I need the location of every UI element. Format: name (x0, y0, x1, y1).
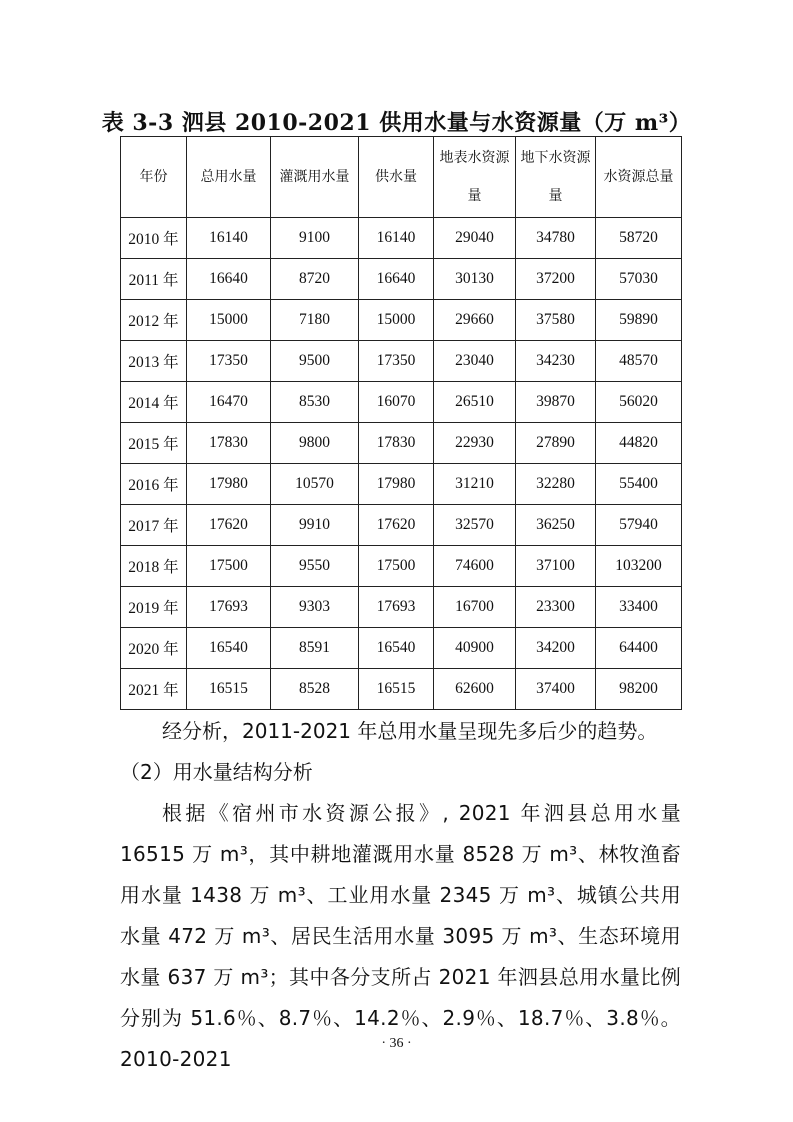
water-data-table (120, 136, 682, 710)
table-cell: 39870 (516, 382, 596, 423)
table-cell: 8591 (271, 628, 359, 669)
table-cell: 32570 (434, 505, 516, 546)
table-cell: 17830 (187, 423, 271, 464)
table-cell: 29660 (434, 300, 516, 341)
table-cell: 59890 (596, 300, 682, 341)
page-number: · 36 · (381, 1036, 412, 1051)
header-surface-water: 地表水资源量 (434, 137, 516, 218)
table-cell: 9500 (271, 341, 359, 382)
table-cell: 30130 (434, 259, 516, 300)
table-cell: 16515 (359, 669, 434, 710)
body-paragraph: 根据《宿州市水资源公报》, 2021 年泗县总用水量 16515 万 m³，其中耕地灌溉用水量 8528 万 m³、林牧渔畜用水量 1438 万 m³、工业用水量 2345 万 m³、城镇公共用水量 472 万 m³、居民生活用水量 3095 万 m³、生态环境用水量 637 万 m³；其中各分支所占 2021 年泗县总用水量比例分别为 51.6％、8.7％、14.2％、2.9％、18.7％、3.8％。2010-2021 (120, 801, 681, 1071)
table-row (121, 341, 682, 382)
table-row (121, 259, 682, 300)
table-cell: 15000 (187, 300, 271, 341)
table-cell: 17500 (359, 546, 434, 587)
table-cell: 27890 (516, 423, 596, 464)
header-year: 年份 (121, 137, 187, 218)
table-cell: 2020 年 (121, 628, 187, 669)
table-cell: 2011 年 (121, 259, 187, 300)
table-cell: 9800 (271, 423, 359, 464)
table-cell: 17693 (359, 587, 434, 628)
table-row (121, 669, 682, 710)
table-cell: 17980 (187, 464, 271, 505)
table-cell: 58720 (596, 218, 682, 259)
table-cell: 9550 (271, 546, 359, 587)
table-cell: 2015 年 (121, 423, 187, 464)
table-cell: 2016 年 (121, 464, 187, 505)
table-cell: 16470 (187, 382, 271, 423)
table-cell: 37400 (516, 669, 596, 710)
table-cell: 2012 年 (121, 300, 187, 341)
table-cell: 22930 (434, 423, 516, 464)
table-cell: 23040 (434, 341, 516, 382)
table-cell: 32280 (516, 464, 596, 505)
table-cell: 37200 (516, 259, 596, 300)
table-row (121, 505, 682, 546)
table-cell: 44820 (596, 423, 682, 464)
table-cell: 16540 (187, 628, 271, 669)
table-cell: 17830 (359, 423, 434, 464)
table-cell: 16640 (359, 259, 434, 300)
table-cell: 2014 年 (121, 382, 187, 423)
table-cell: 17620 (187, 505, 271, 546)
table-cell: 26510 (434, 382, 516, 423)
header-irrigation: 灌溉用水量 (271, 137, 359, 218)
table-cell: 2013 年 (121, 341, 187, 382)
table-cell: 15000 (359, 300, 434, 341)
table-cell: 17980 (359, 464, 434, 505)
table-cell: 29040 (434, 218, 516, 259)
table-cell: 98200 (596, 669, 682, 710)
table-caption: 表 3-3 泗县 2010-2021 供用水量与水资源量（万 m³） (101, 110, 692, 136)
table-cell: 16070 (359, 382, 434, 423)
table-cell: 34780 (516, 218, 596, 259)
table-cell: 62600 (434, 669, 516, 710)
header-total-use: 总用水量 (187, 137, 271, 218)
table-cell: 17620 (359, 505, 434, 546)
table-row (121, 423, 682, 464)
table-row (121, 546, 682, 587)
table-cell: 34230 (516, 341, 596, 382)
table-cell: 9910 (271, 505, 359, 546)
table-cell: 17350 (359, 341, 434, 382)
header-total-resources: 水资源总量 (596, 137, 682, 218)
table-cell: 17350 (187, 341, 271, 382)
table-cell: 74600 (434, 546, 516, 587)
table-cell: 2017 年 (121, 505, 187, 546)
table-cell: 7180 (271, 300, 359, 341)
table-cell: 9100 (271, 218, 359, 259)
table-cell: 10570 (271, 464, 359, 505)
table-cell: 16140 (187, 218, 271, 259)
table-cell: 48570 (596, 341, 682, 382)
section-heading: （2）用水量结构分析 (120, 760, 313, 784)
table-cell: 2018 年 (121, 546, 187, 587)
table-cell: 57940 (596, 505, 682, 546)
table-cell: 8530 (271, 382, 359, 423)
table-cell: 64400 (596, 628, 682, 669)
table-cell: 17693 (187, 587, 271, 628)
table-cell: 2019 年 (121, 587, 187, 628)
table-cell: 103200 (596, 546, 682, 587)
table-cell: 2010 年 (121, 218, 187, 259)
header-groundwater: 地下水资源量 (516, 137, 596, 218)
table-cell: 36250 (516, 505, 596, 546)
table-cell: 16700 (434, 587, 516, 628)
table-cell: 16540 (359, 628, 434, 669)
table-row (121, 218, 682, 259)
analysis-paragraph: 经分析，2011-2021 年总用水量呈现先多后少的趋势。 (162, 719, 658, 743)
table-cell: 34200 (516, 628, 596, 669)
table-row (121, 587, 682, 628)
table-cell: 8528 (271, 669, 359, 710)
table-cell: 55400 (596, 464, 682, 505)
table-cell: 9303 (271, 587, 359, 628)
table-cell: 17500 (187, 546, 271, 587)
table-row (121, 628, 682, 669)
table-cell: 37100 (516, 546, 596, 587)
table-cell: 56020 (596, 382, 682, 423)
table-cell: 2021 年 (121, 669, 187, 710)
table-cell: 33400 (596, 587, 682, 628)
table-row (121, 300, 682, 341)
table-cell: 31210 (434, 464, 516, 505)
table-cell: 57030 (596, 259, 682, 300)
table-row (121, 464, 682, 505)
header-supply: 供水量 (359, 137, 434, 218)
table-cell: 23300 (516, 587, 596, 628)
table-cell: 16640 (187, 259, 271, 300)
table-cell: 40900 (434, 628, 516, 669)
table-cell: 8720 (271, 259, 359, 300)
table-cell: 16140 (359, 218, 434, 259)
table-header-row (121, 137, 682, 218)
table-row (121, 382, 682, 423)
table-cell: 16515 (187, 669, 271, 710)
table-cell: 37580 (516, 300, 596, 341)
